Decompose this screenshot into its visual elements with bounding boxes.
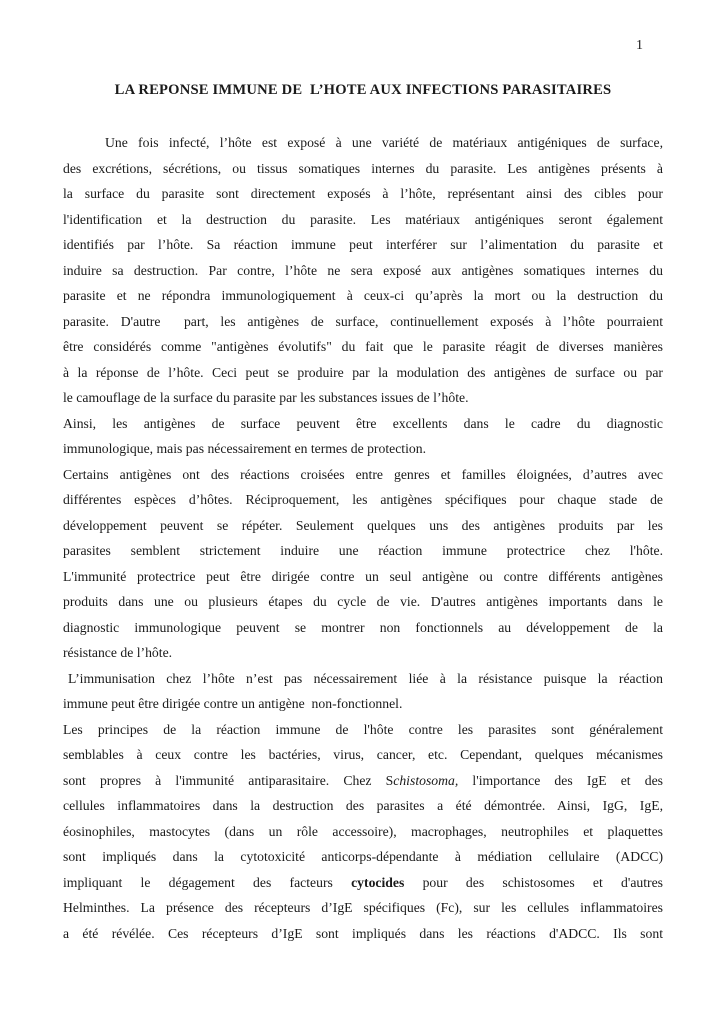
text-segment: pour des schistosomes et d'autres	[404, 874, 663, 890]
text-line: parasite. D'autre part, les antigènes de surface, continuellement exposés à l’hôte pourraient	[63, 313, 663, 329]
text-line: Ainsi, les antigènes de surface peuvent être excellents dans le cadre du diagnostic	[63, 415, 663, 431]
text-line: induire sa destruction. Par contre, l’hôte ne sera exposé aux antigènes somatiques internes du	[63, 262, 663, 278]
text-line: Helminthes. La présence des récepteurs d’IgE spécifiques (Fc), sur les cellules inflammatoires	[63, 900, 663, 915]
text-line: le camouflage de la surface du parasite par les substances issues de l’hôte.	[63, 390, 469, 405]
text-line: cellules inflammatoires dans la destruction des parasites a été démontrée. Ainsi, IgG, IgE,	[63, 798, 663, 813]
text-line: développement peuvent se répéter. Seulement quelques uns des antigènes produits par les	[63, 517, 663, 533]
text-line: différentes espèces d’hôtes. Réciproquement, les antigènes spécifiques pour chaque stade de	[63, 492, 663, 507]
text-segment: l'importance des IgE et des	[458, 772, 664, 788]
text-line: résistance de l’hôte.	[63, 645, 173, 660]
text-line: Certains antigènes ont des réactions croisées entre genres et familles éloignées, d’autres avec	[63, 466, 663, 482]
text-line: immune peut être dirigée contre un antigène non-fonctionnel.	[63, 696, 403, 711]
text-line: être considérés comme "antigènes évolutifs" du fait que le parasite réagit de diverses manières	[63, 339, 663, 354]
text-line: a été révélée. Ces récepteurs d’IgE sont impliqués dans les réactions d'ADCC. Ils sont	[63, 925, 663, 941]
text-line: L'immunité protectrice peut être dirigée contre un seul antigène ou contre différents antigènes	[63, 568, 663, 584]
text-line	[63, 768, 663, 794]
document-title: LA REPONSE IMMUNE DE L’HOTE AUX INFECTIONS PARASITAIRES	[114, 82, 612, 98]
text-line: sont impliqués dans la cytotoxicité anticorps-dépendante à médiation cellulaire (ADCC)	[63, 849, 663, 864]
text-segment: sont propres à l'immunité antiparasitaire. Chez S	[63, 772, 394, 788]
bold-term: cytocides	[351, 874, 405, 890]
paragraph-3	[63, 462, 663, 666]
text-line: diagnostic immunologique peuvent se montrer non fonctionnels au développement de la	[63, 619, 663, 635]
text-line: à la réponse de l’hôte. Ceci peut se produire par la modulation des antigènes de surface ou par	[63, 364, 663, 380]
text-line: Une fois infecté, l’hôte est exposé à une variété de matériaux antigéniques de surface,	[105, 135, 663, 150]
text-line: parasite et ne répondra immunologiquement à ceux-ci qu’après la mort ou la destruction du	[63, 288, 663, 303]
text-line	[63, 870, 663, 896]
text-line: identifiés par l’hôte. Sa réaction immune peut interférer sur l’alimentation du parasite et	[63, 237, 663, 252]
text-segment: impliquant le dégagement des facteurs	[63, 874, 352, 890]
text-line: la surface du parasite sont directement exposés à l’hôte, représentant ainsi des cibles pour	[63, 186, 663, 201]
text-line: immunologique, mais pas nécessairement en termes de protection.	[63, 441, 426, 456]
italic-species-name: chistosoma,	[393, 772, 459, 788]
text-line: semblables à ceux contre les bactéries, virus, cancer, etc. Cependant, quelques mécanismes	[63, 747, 663, 762]
text-line: produits dans une ou plusieurs étapes du cycle de vie. D'autres antigènes importants dans le	[63, 594, 663, 609]
paragraph-4	[63, 666, 663, 717]
paragraph-1	[63, 130, 663, 411]
text-line: éosinophiles, mastocytes (dans un rôle accessoire), macrophages, neutrophiles et plaquettes	[63, 823, 663, 839]
paragraph-5	[63, 717, 663, 947]
text-line: des excrétions, sécrétions, ou tissus somatiques internes du parasite. Les antigènes présents à	[63, 160, 663, 176]
text-line: Les principes de la réaction immune de l'hôte contre les parasites sont généralement	[63, 721, 663, 737]
text-line: parasites semblent strictement induire une réaction immune protectrice chez l'hôte.	[63, 543, 663, 558]
text-line: l'identification et la destruction du parasite. Les matériaux antigéniques seront également	[63, 211, 663, 227]
text-line: L’immunisation chez l’hôte n’est pas nécessairement liée à la résistance puisque la réaction	[68, 670, 663, 686]
paragraph-2	[63, 411, 663, 462]
document-body	[63, 130, 663, 946]
page-number: 1	[636, 38, 643, 53]
